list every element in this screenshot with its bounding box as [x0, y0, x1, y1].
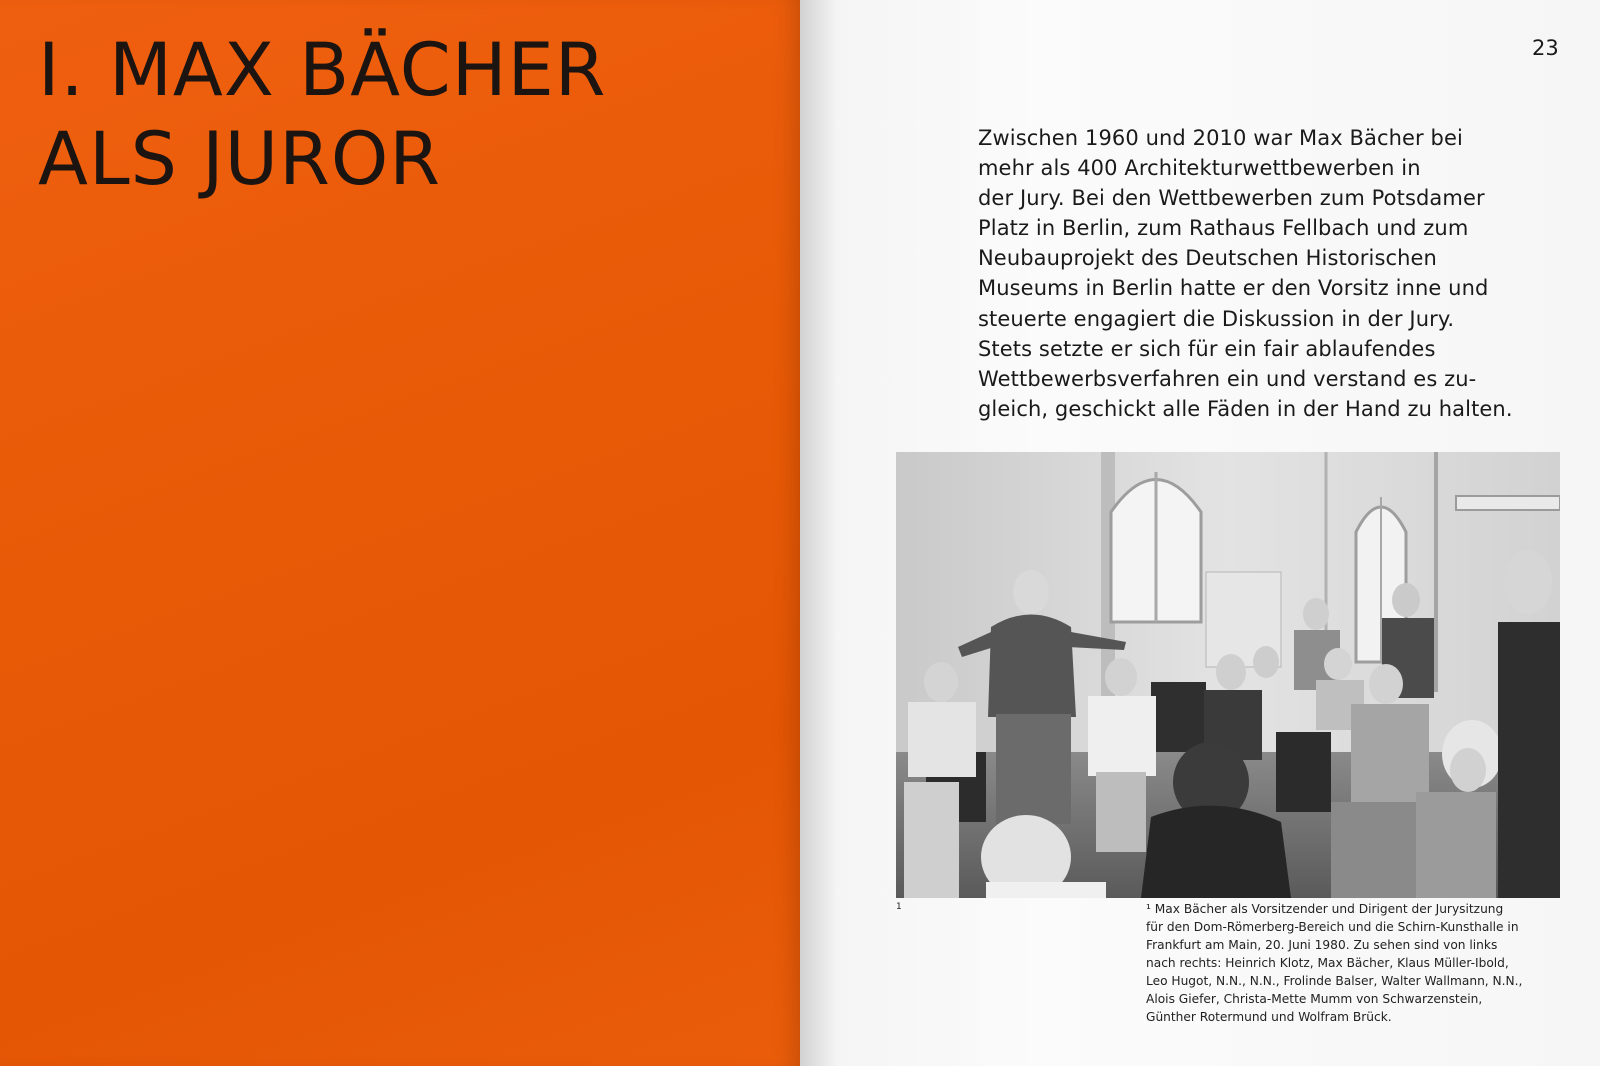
caption-line: Alois Giefer, Christa-Mette Mumm von Schwarzenstein,: [1146, 992, 1483, 1006]
chapter-title-line-1: I. MAX BÄCHER: [38, 28, 607, 113]
caption-line: nach rechts: Heinrich Klotz, Max Bächer, Klaus Müller-Ibold,: [1146, 956, 1509, 970]
chapter-title-line-2: ALS JUROR: [38, 117, 442, 202]
body-line: der Jury. Bei den Wettbewerben zum Potsdamer: [978, 186, 1485, 211]
body-line: Neubauprojekt des Deutschen Historischen: [978, 246, 1437, 271]
body-paragraph: [978, 123, 1578, 424]
body-line: Zwischen 1960 und 2010 war Max Bächer bei: [978, 126, 1463, 150]
chapter-title: [38, 26, 607, 204]
body-line: Stets setzte er sich für ein fair ablaufendes: [978, 336, 1436, 361]
body-line: mehr als 400 Architekturwettbewerben in: [978, 156, 1421, 181]
body-line: Platz in Berlin, zum Rathaus Fellbach und zum: [978, 216, 1469, 241]
caption-line: für den Dom-Römerberg-Bereich und die Schirn-Kunsthalle in: [1146, 920, 1519, 934]
jury-session-photo: [896, 452, 1560, 898]
caption-line: ¹ Max Bächer als Vorsitzender und Dirigent der Jurysitzung: [1146, 902, 1504, 916]
body-line: Museums in Berlin hatte er den Vorsitz inne und: [978, 276, 1489, 301]
figure-caption: [1146, 900, 1566, 1026]
body-line: steuerte engagiert die Diskussion in der Jury.: [978, 306, 1455, 331]
figure-number: 1: [896, 902, 902, 912]
caption-line: Leo Hugot, N.N., N.N., Frolinde Balser, Walter Wallmann, N.N.,: [1146, 974, 1523, 988]
body-line: Wettbewerbsverfahren ein und verstand es zu-: [978, 366, 1477, 391]
gutter-shadow: [800, 0, 838, 1066]
body-line: gleich, geschickt alle Fäden in der Hand zu halten.: [978, 396, 1513, 421]
caption-line: Frankfurt am Main, 20. Juni 1980. Zu sehen sind von links: [1146, 938, 1498, 952]
caption-line: Günther Rotermund und Wolfram Brück.: [1146, 1010, 1392, 1024]
page-number: 23: [1532, 36, 1559, 60]
